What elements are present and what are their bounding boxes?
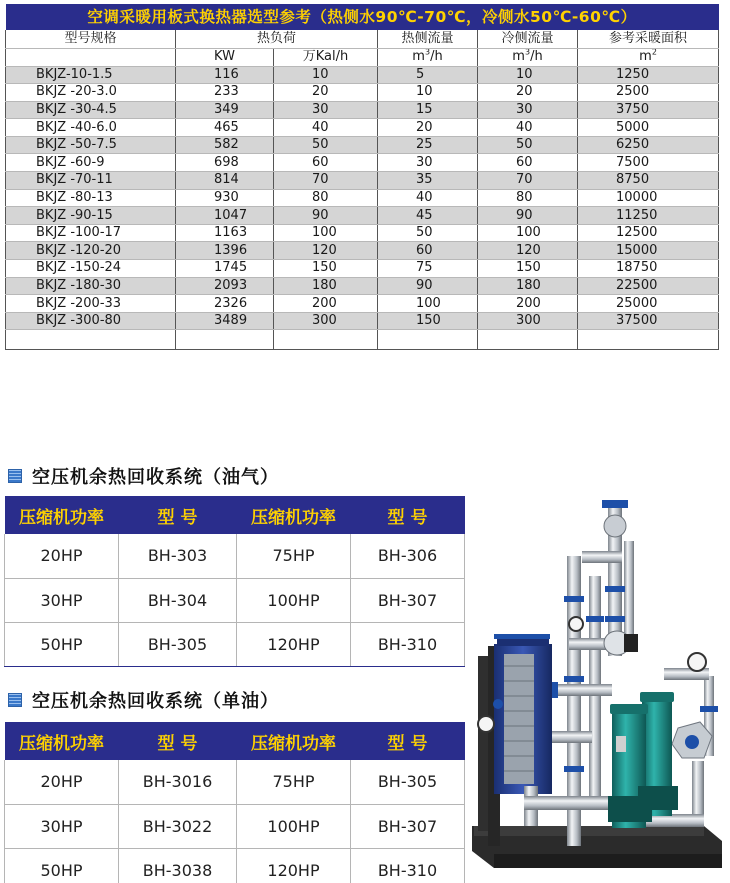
table-row (5, 578, 465, 622)
cell-hot-flow: 35 (378, 172, 478, 190)
cell-hot-flow: 20 (378, 119, 478, 137)
cell-area: 37500 (578, 312, 719, 330)
cell-kw: 582 (176, 136, 274, 154)
cell-cold-flow: 90 (478, 207, 578, 225)
section-oil-only-title: 空压机余热回收系统（单油） (32, 691, 279, 712)
oil-only-recovery-table (4, 722, 465, 883)
cell-kw: 2093 (176, 277, 274, 295)
cell-area: 15000 (578, 242, 719, 260)
cell-model: BKJZ -60-9 (6, 154, 176, 172)
cell-power: 75HP (237, 534, 351, 578)
cell-cold-flow: 180 (478, 277, 578, 295)
cell-area: 5000 (578, 119, 719, 137)
header-model: 型 号 (119, 496, 237, 534)
header-hot-flow: 热侧流量 (378, 30, 478, 48)
cell-area: 3750 (578, 101, 719, 119)
cell-model: BH-303 (119, 534, 237, 578)
cell-empty (6, 330, 176, 350)
table-row (6, 224, 719, 242)
cell-kw: 1396 (176, 242, 274, 260)
section-oil-gas-heading (8, 463, 279, 489)
cell-power: 50HP (5, 848, 119, 883)
cell-kw: 2326 (176, 295, 274, 313)
cell-cold-flow: 60 (478, 154, 578, 172)
cell-model: BH-3016 (119, 760, 237, 804)
cell-kcal: 200 (274, 295, 378, 313)
cell-model: BKJZ -90-15 (6, 207, 176, 225)
header-area: 参考采暖面积 (578, 30, 719, 48)
cell-model: BKJZ -120-20 (6, 242, 176, 260)
cell-power: 30HP (5, 578, 119, 622)
cell-kcal: 90 (274, 207, 378, 225)
table-row (6, 242, 719, 260)
table-row (6, 84, 719, 102)
cell-power: 20HP (5, 534, 119, 578)
cell-kw: 116 (176, 66, 274, 84)
cell-cold-flow: 200 (478, 295, 578, 313)
cell-area: 8750 (578, 172, 719, 190)
cell-kw: 3489 (176, 312, 274, 330)
heat-exchanger-selection-table (5, 4, 719, 350)
cell-model: BKJZ -30-4.5 (6, 101, 176, 119)
table-row (5, 622, 465, 666)
cell-area: 12500 (578, 224, 719, 242)
header-row (6, 30, 719, 48)
cell-power: 75HP (237, 760, 351, 804)
valve-actuator (604, 631, 638, 655)
cell-power: 120HP (237, 848, 351, 883)
cell-model: BH-305 (119, 622, 237, 666)
unit-model-empty (6, 48, 176, 66)
cell-power: 50HP (5, 622, 119, 666)
header-cold-flow: 冷侧流量 (478, 30, 578, 48)
cell-kcal: 180 (274, 277, 378, 295)
header-compressor-power: 压缩机功率 (5, 722, 119, 760)
table-title: 空调采暖用板式换热器选型参考（热侧水90℃-70℃，冷侧水50℃-60℃） (6, 4, 719, 30)
cell-kcal: 100 (274, 224, 378, 242)
unit-hot-flow: $m^3/h$ (378, 48, 478, 66)
cell-cold-flow: 120 (478, 242, 578, 260)
cell-hot-flow: 150 (378, 312, 478, 330)
cell-kw: 698 (176, 154, 274, 172)
cell-cold-flow: 100 (478, 224, 578, 242)
cell-hot-flow: 40 (378, 189, 478, 207)
cell-model: BH-305 (351, 760, 465, 804)
table-row (5, 848, 465, 883)
cell-model: BH-310 (351, 622, 465, 666)
cell-kcal: 70 (274, 172, 378, 190)
cell-model: BH-307 (351, 804, 465, 848)
cell-power: 120HP (237, 622, 351, 666)
section-bullet-icon (8, 693, 22, 707)
cell-area: 2500 (578, 84, 719, 102)
cell-model: BKJZ -40-6.0 (6, 119, 176, 137)
cell-power: 30HP (5, 804, 119, 848)
cell-kw: 349 (176, 101, 274, 119)
cell-hot-flow: 10 (378, 84, 478, 102)
cell-kw: 1745 (176, 260, 274, 278)
table-row (6, 172, 719, 190)
cell-cold-flow: 150 (478, 260, 578, 278)
cell-model: BKJZ -150-24 (6, 260, 176, 278)
heat-recovery-unit-image (464, 496, 730, 883)
circulation-pumps (608, 692, 678, 828)
cell-empty (176, 330, 274, 350)
cell-model: BH-304 (119, 578, 237, 622)
table-row (6, 101, 719, 119)
oil-gas-recovery-table (4, 496, 465, 667)
oil-gas-header-row (5, 496, 465, 534)
cell-kcal: 50 (274, 136, 378, 154)
cell-power: 20HP (5, 760, 119, 804)
header-model: 型 号 (119, 722, 237, 760)
header-model: 型 号 (351, 722, 465, 760)
cell-empty (378, 330, 478, 350)
cell-hot-flow: 25 (378, 136, 478, 154)
header-model: 型 号 (351, 496, 465, 534)
table-row (6, 295, 719, 313)
table-title-row (6, 4, 719, 30)
cell-kw: 930 (176, 189, 274, 207)
cell-cold-flow: 10 (478, 66, 578, 84)
cell-model: BKJZ -100-17 (6, 224, 176, 242)
header-model: 型号规格 (6, 30, 176, 48)
section-oil-gas-title: 空压机余热回收系统（油气） (32, 467, 279, 488)
unit-row (6, 48, 719, 66)
cell-hot-flow: 90 (378, 277, 478, 295)
oil-only-header-row (5, 722, 465, 760)
table-row (5, 534, 465, 578)
cell-kcal: 40 (274, 119, 378, 137)
cell-model: BKJZ -80-13 (6, 189, 176, 207)
cell-power: 100HP (237, 578, 351, 622)
cell-model: BKJZ-10-1.5 (6, 66, 176, 84)
cell-empty (478, 330, 578, 350)
cell-model: BH-307 (351, 578, 465, 622)
cell-kcal: 30 (274, 101, 378, 119)
cell-cold-flow: 70 (478, 172, 578, 190)
cell-empty (274, 330, 378, 350)
cell-hot-flow: 5 (378, 66, 478, 84)
cell-area: 1250 (578, 66, 719, 84)
cell-kw: 814 (176, 172, 274, 190)
unit-kw: KW (176, 48, 274, 66)
cell-empty (578, 330, 719, 350)
cell-kw: 1047 (176, 207, 274, 225)
cell-model: BH-3022 (119, 804, 237, 848)
cell-cold-flow: 300 (478, 312, 578, 330)
cell-model: BKJZ -300-80 (6, 312, 176, 330)
cell-hot-flow: 50 (378, 224, 478, 242)
section-oil-only-heading (8, 687, 279, 713)
table-row (5, 804, 465, 848)
cell-kw: 465 (176, 119, 274, 137)
cell-model: BH-3038 (119, 848, 237, 883)
unit-kcal: 万Kal/h (274, 48, 378, 66)
cell-area: 10000 (578, 189, 719, 207)
cell-kcal: 300 (274, 312, 378, 330)
cell-cold-flow: 40 (478, 119, 578, 137)
unit-area: $m^2$ (578, 48, 719, 66)
table-row (6, 260, 719, 278)
cell-kw: 233 (176, 84, 274, 102)
cell-model: BH-306 (351, 534, 465, 578)
table-row (6, 66, 719, 84)
cell-area: 22500 (578, 277, 719, 295)
table-row (5, 760, 465, 804)
cell-area: 25000 (578, 295, 719, 313)
cell-hot-flow: 45 (378, 207, 478, 225)
cell-hot-flow: 100 (378, 295, 478, 313)
table-row (6, 277, 719, 295)
cell-cold-flow: 20 (478, 84, 578, 102)
unit-cold-flow: $m^3/h$ (478, 48, 578, 66)
cell-kcal: 80 (274, 189, 378, 207)
table-row (6, 154, 719, 172)
cell-hot-flow: 30 (378, 154, 478, 172)
cell-hot-flow: 75 (378, 260, 478, 278)
cell-model: BKJZ -180-30 (6, 277, 176, 295)
cell-cold-flow: 30 (478, 101, 578, 119)
cell-model: BKJZ -70-11 (6, 172, 176, 190)
section-bullet-icon (8, 469, 22, 483)
cell-power: 100HP (237, 804, 351, 848)
plate-heat-exchanger (494, 636, 552, 794)
header-compressor-power: 压缩机功率 (237, 722, 351, 760)
cell-kcal: 20 (274, 84, 378, 102)
cell-area: 18750 (578, 260, 719, 278)
table-empty-row (6, 330, 719, 350)
cell-kcal: 120 (274, 242, 378, 260)
cell-model: BKJZ -50-7.5 (6, 136, 176, 154)
cell-cold-flow: 50 (478, 136, 578, 154)
cell-model: BKJZ -20-3.0 (6, 84, 176, 102)
table-row (6, 119, 719, 137)
table-row (6, 189, 719, 207)
cell-kcal: 10 (274, 66, 378, 84)
cell-area: 7500 (578, 154, 719, 172)
header-compressor-power: 压缩机功率 (237, 496, 351, 534)
cell-area: 6250 (578, 136, 719, 154)
cell-kcal: 60 (274, 154, 378, 172)
header-compressor-power: 压缩机功率 (5, 496, 119, 534)
cell-hot-flow: 60 (378, 242, 478, 260)
cell-area: 11250 (578, 207, 719, 225)
cell-kw: 1163 (176, 224, 274, 242)
cell-kcal: 150 (274, 260, 378, 278)
header-heat-load: 热负荷 (176, 30, 378, 48)
cell-model: BH-310 (351, 848, 465, 883)
table-row (6, 312, 719, 330)
cell-model: BKJZ -200-33 (6, 295, 176, 313)
cell-cold-flow: 80 (478, 189, 578, 207)
table-row (6, 207, 719, 225)
cell-hot-flow: 15 (378, 101, 478, 119)
table-row (6, 136, 719, 154)
